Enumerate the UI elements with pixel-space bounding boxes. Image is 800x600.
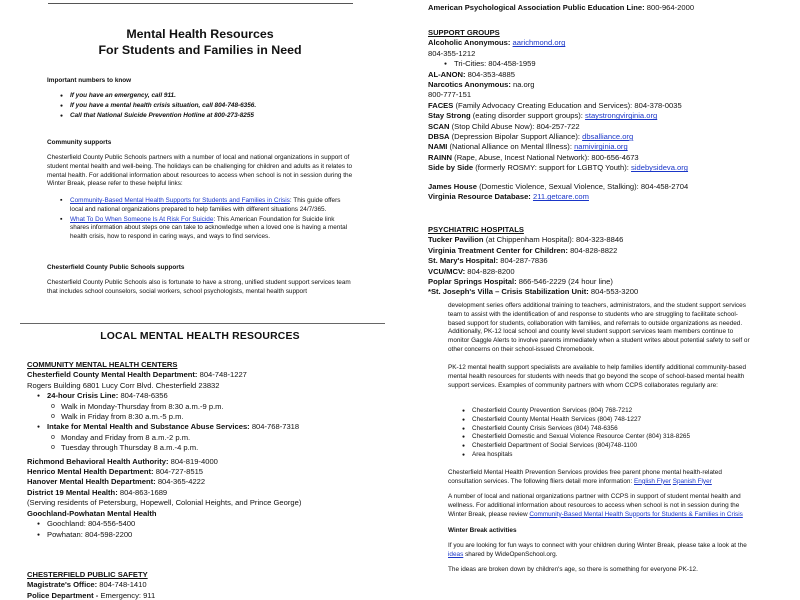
nami-link[interactable]: namivirginia.org (574, 142, 628, 152)
intake-phone: 804-768-7318 (251, 422, 300, 432)
dbsa-label: DBSA (428, 132, 450, 142)
ideas-note: The ideas are broken down by children's age, so there is something for everyone PK-12. (448, 566, 698, 573)
vtc-label: Virginia Treatment Center for Children: (428, 245, 568, 255)
na-line (428, 80, 793, 90)
pk12-paragraph: PK-12 mental health support specialists are available to help families identify additional community-based mental health resources for students with needs that go beyond the scope of school-based mental health support services. Examples of community partners with whom CCPS collaborates regularly are: (448, 364, 747, 389)
rbha-phone: 804-819-4000 (170, 456, 218, 466)
scan-line (428, 122, 793, 132)
apa-phone: 800-964-2000 (646, 3, 695, 12)
faces-text: (Family Advocacy Creating Education and Services): 804-378-0035 (455, 100, 682, 110)
alanon-label: AL-ANON: (428, 69, 466, 79)
stmary-phone: 804-287-7836 (500, 256, 548, 266)
intake-tue-thu: o Tuesday through Thursday 8 a.m.-4 p.m. (51, 443, 387, 453)
ideas-link[interactable]: ideas (448, 550, 464, 558)
alanon-line (428, 70, 793, 80)
important-item-crisis: ● If you have a mental health crisis situation, call 804-748-6356. (60, 101, 360, 111)
crisis-line-phone: 804-748-6356 (120, 391, 168, 401)
support-groups-block (428, 28, 793, 203)
rbha-label: Richmond Behavioral Health Authority: (27, 456, 169, 466)
partner-prevention: ● Chesterfield County Prevention Services (804) 768-7212 (462, 407, 762, 416)
intake-item (37, 422, 387, 453)
cmhc-dept-line (27, 370, 387, 380)
cmhc-address: Rogers Building 6801 Lucy Corr Blvd. Chesterfield 23832 (27, 380, 220, 390)
james-label: James House (428, 181, 477, 191)
henrico-phone: 804-727-8515 (155, 467, 204, 477)
section-rule (20, 323, 385, 324)
suicide-risk-link[interactable]: What To Do When Someone Is At Risk For Suicide (70, 215, 214, 223)
magistrate-label: Magistrate's Office: (27, 580, 98, 590)
henrico-line (27, 467, 387, 477)
stay-strong-line (428, 111, 793, 121)
cmhc-block (27, 360, 387, 540)
safety-heading: CHESTERFIELD PUBLIC SAFETY (27, 570, 148, 579)
villa-line (428, 287, 793, 297)
police-line (27, 591, 387, 600)
dbsa-text: (Depression Bipolar Support Alliance): (451, 132, 580, 142)
tucker-line (428, 235, 793, 245)
alanon-phone: 804-353-4885 (467, 69, 515, 79)
partners-list (462, 407, 762, 460)
development-paragraph: development series offers additional training to teachers, administrators, and the student support services team to assist with the identification of and response to students who are struggling to facilitate school-based support for students, collaboration with families, and referrals to outside organizations as needed. Additionally, PK-12 local school and county level student support services team members continue to monitor Gaggle Alerts to involve parents immediately when a student writes about potential safety to self or other concerns on their school-issued Chromebook. (448, 302, 750, 353)
prevention-text: Chesterfield Mental Health Prevention Services provides free parent phone mental health-related consultation services. The following fliers detail more information: (448, 469, 722, 485)
powhatan-phone: ● Powhatan: 804-598-2200 (37, 530, 387, 540)
vcu-line (428, 267, 793, 277)
sbs-label: Side by Side (428, 163, 474, 173)
apa-line (428, 3, 793, 13)
district-label: District 19 Mental Health: (27, 487, 118, 497)
intake-label: Intake for Mental Health and Substance Abuse Services: (47, 422, 250, 432)
nami-text: (National Alliance on Mental Illness): (449, 142, 572, 152)
community-paragraph: Chesterfield County Public Schools partners with a number of local and national organizations in support of student mental health and well-being. The holidays can be challenging for children and adults as it relates to mental health. For additional information about resources to access when school is not in session during the Winter Break, please refer to these helpful links: (47, 154, 353, 188)
na-text: na.org (512, 80, 535, 90)
hanover-phone: 804-365-4222 (157, 477, 206, 487)
page-title (0, 26, 400, 58)
right-page (400, 0, 800, 600)
vtc-phone: 804-828-8822 (570, 245, 618, 255)
community-link-desc-1: : This guide offers local and national organizations prepared to help families with different situations 24/7/365. (70, 197, 341, 213)
community-link-desc-2: : This American Foundation for Suicide link shares information about steps one can take to acknowledge when a loved one is having a mental health crisis, how to respond in caring ways, and ways to find services. (70, 215, 348, 241)
vtc-line (428, 246, 793, 256)
important-item-emergency: ● If you have an emergency, call 911. (60, 91, 360, 101)
walkin-weekdays: o Walk in Monday-Thursday from 8:30 a.m.-9 p.m. (51, 402, 387, 412)
dbsa-line (428, 132, 793, 142)
tucker-label: Tucker Pavilion (428, 235, 484, 245)
goochland-phone: ● Goochland: 804-556-5400 (37, 519, 387, 529)
prevention-paragraph (448, 469, 753, 487)
ccps-paragraph: Chesterfield County Public Schools also is fortunate to have a strong, unified student support services team that includes school counselors, social workers, school psychologists, mental health support (47, 279, 351, 295)
rbha-line (27, 457, 387, 467)
dbsa-link[interactable]: dbsalliance.org (582, 132, 634, 142)
magistrate-phone: 804-748-1410 (99, 580, 147, 590)
aa-sub-list (444, 59, 793, 69)
partner-social-services: ● Chesterfield Department of Social Services (804)748-1100 (462, 442, 762, 451)
poplar-text: 866-546-2229 (24 hour line) (518, 277, 613, 287)
crisis-list (37, 391, 387, 453)
community-supports-link-2[interactable]: Community-Based Mental Health Supports for Students & Families in Crisis (529, 510, 743, 518)
local-resources-heading: LOCAL MENTAL HEALTH RESOURCES (100, 331, 300, 342)
villa-phone: 804-553-3200 (590, 287, 639, 297)
magistrate-line (27, 580, 387, 590)
james-text: (Domestic Violence, Sexual Violence, Stalking): 804-458-2704 (479, 181, 689, 191)
stay-strong-text: (eating disorder support groups): (472, 111, 583, 121)
community-heading: Community supports (47, 139, 112, 146)
aa-line (428, 38, 793, 48)
ccps-heading: Chesterfield County Public Schools supports (47, 264, 185, 271)
james-line (428, 182, 793, 192)
tricities-phone: ● Tri-Cities: 804-458-1959 (444, 59, 793, 69)
spanish-flyer-link[interactable]: Spanish Flyer (672, 477, 712, 485)
faces-label: FACES (428, 100, 454, 110)
stay-strong-link[interactable]: staystrongvirginia.org (585, 111, 658, 121)
partner-paragraph (448, 493, 753, 519)
top-rule (48, 3, 353, 4)
police-label: Police Department - (27, 590, 99, 600)
walkin-list (51, 402, 387, 423)
intake-mon-fri: o Monday and Friday from 8 a.m.-2 p.m. (51, 433, 387, 443)
partner-hospitals: ● Area hospitals (462, 451, 762, 460)
safety-block (27, 570, 387, 600)
police-text: Emergency: 911 (100, 590, 156, 600)
partner-text: A number of local and national organizations partner with CCPS in support of student mental health and wellness. For additional information about resources to access when school is not in session during the Winter Break, please review (448, 493, 741, 518)
villa-label: *St. Joseph's Villa – Crisis Stabilization Unit: (428, 287, 589, 297)
sbs-link[interactable]: sidebysideva.org (631, 163, 689, 173)
stay-strong-label: Stay Strong (428, 111, 471, 121)
community-link-item-2 (60, 216, 350, 242)
intake-list (51, 433, 387, 454)
aa-link[interactable]: aarichmond.org (512, 38, 566, 48)
crisis-line-item (37, 391, 387, 422)
sbs-text: (formerly ROSMY: support for LGBTQ Youth): (475, 163, 629, 173)
winter-paragraph (448, 542, 753, 560)
sbs-line (428, 163, 793, 173)
title-line-2: For Students and Families in Need (98, 43, 302, 57)
vrs-label: Virginia Resource Database: (428, 192, 531, 202)
faces-line (428, 101, 793, 111)
goochland-list (37, 519, 387, 540)
crisis-line-label: 24-hour Crisis Line: (47, 391, 119, 401)
hospitals-heading: PSYCHIATRIC HOSPITALS (428, 225, 524, 234)
partner-dsvrc: ● Chesterfield Domestic and Sexual Violence Resource Center (804) 318-8265 (462, 433, 762, 442)
apa-label: American Psychological Association Public Education Line: (428, 3, 645, 12)
scan-text: (Stop Child Abuse Now): 804-257-722 (451, 121, 580, 131)
walkin-friday: o Walk in Friday from 8:30 a.m.-5 p.m. (51, 412, 387, 422)
cmhc-heading: COMMUNITY MENTAL HEALTH CENTERS (27, 360, 178, 369)
poplar-label: Poplar Springs Hospital: (428, 277, 517, 287)
district-line (27, 488, 387, 498)
cmhc-dept-phone: 804-748-1227 (199, 370, 247, 380)
important-heading: Important numbers to know (47, 77, 132, 84)
goochland-label: Goochland-Powhatan Mental Health (27, 508, 157, 518)
henrico-label: Henrico Mental Health Department: (27, 467, 154, 477)
rainn-label: RAINN (428, 152, 453, 162)
support-heading: SUPPORT GROUPS (428, 28, 500, 37)
hospitals-block (428, 225, 793, 298)
scan-label: SCAN (428, 121, 450, 131)
important-list (60, 91, 360, 121)
district-phone: 804-863-1689 (119, 487, 168, 497)
aa-phone: 804-355-1212 (428, 48, 476, 58)
na-label: Narcotics Anonymous: (428, 80, 511, 90)
hanover-label: Hanover Mental Health Department: (27, 477, 156, 487)
partner-crisis: ● Chesterfield County Crisis Services (804) 748-6356 (462, 425, 762, 434)
aa-label: Alcoholic Anonymous: (428, 38, 511, 48)
partner-mental-health: ● Chesterfield County Mental Health Services (804) 748-1227 (462, 416, 762, 425)
rainn-text: (Rape, Abuse, Incest National Network): 800-656-4673 (454, 152, 639, 162)
community-supports-link[interactable]: Community-Based Mental Health Supports for Students and Families in Crisis (70, 197, 290, 204)
nami-label: NAMI (428, 142, 448, 152)
nami-line (428, 142, 793, 152)
cmhc-dept-label: Chesterfield County Mental Health Department: (27, 370, 198, 380)
community-links (60, 197, 350, 242)
district-note: (Serving residents of Petersburg, Hopewell, Colonial Heights, and Prince George) (27, 498, 302, 508)
title-line-1: Mental Health Resources (126, 27, 274, 41)
english-flyer-link[interactable]: English Flyer (634, 477, 671, 485)
vcu-phone: 804-828-8200 (467, 266, 515, 276)
tucker-text: (at Chippenham Hospital): 804-323-8846 (485, 235, 624, 245)
na-phone: 800-777-151 (428, 90, 472, 100)
hanover-line (27, 477, 387, 487)
community-link-item-1 (60, 197, 350, 215)
stmary-label: St. Mary's Hospital: (428, 256, 499, 266)
vrs-link[interactable]: 211.getcare.com (532, 192, 589, 202)
stmary-line (428, 256, 793, 266)
winter-text-2: shared by WideOpenSchool.org. (465, 550, 558, 558)
vcu-label: VCU/MCV: (428, 266, 466, 276)
winter-text: If you are looking for fun ways to connect with your children during Winter Break, please take a look at the (448, 542, 747, 549)
winter-heading: Winter Break activities (448, 527, 517, 534)
poplar-line (428, 277, 793, 287)
important-item-hotline: ● Call that National Suicide Prevention Hotline at 800-273-8255 (60, 111, 360, 121)
vrs-line (428, 192, 793, 202)
rainn-line (428, 153, 793, 163)
